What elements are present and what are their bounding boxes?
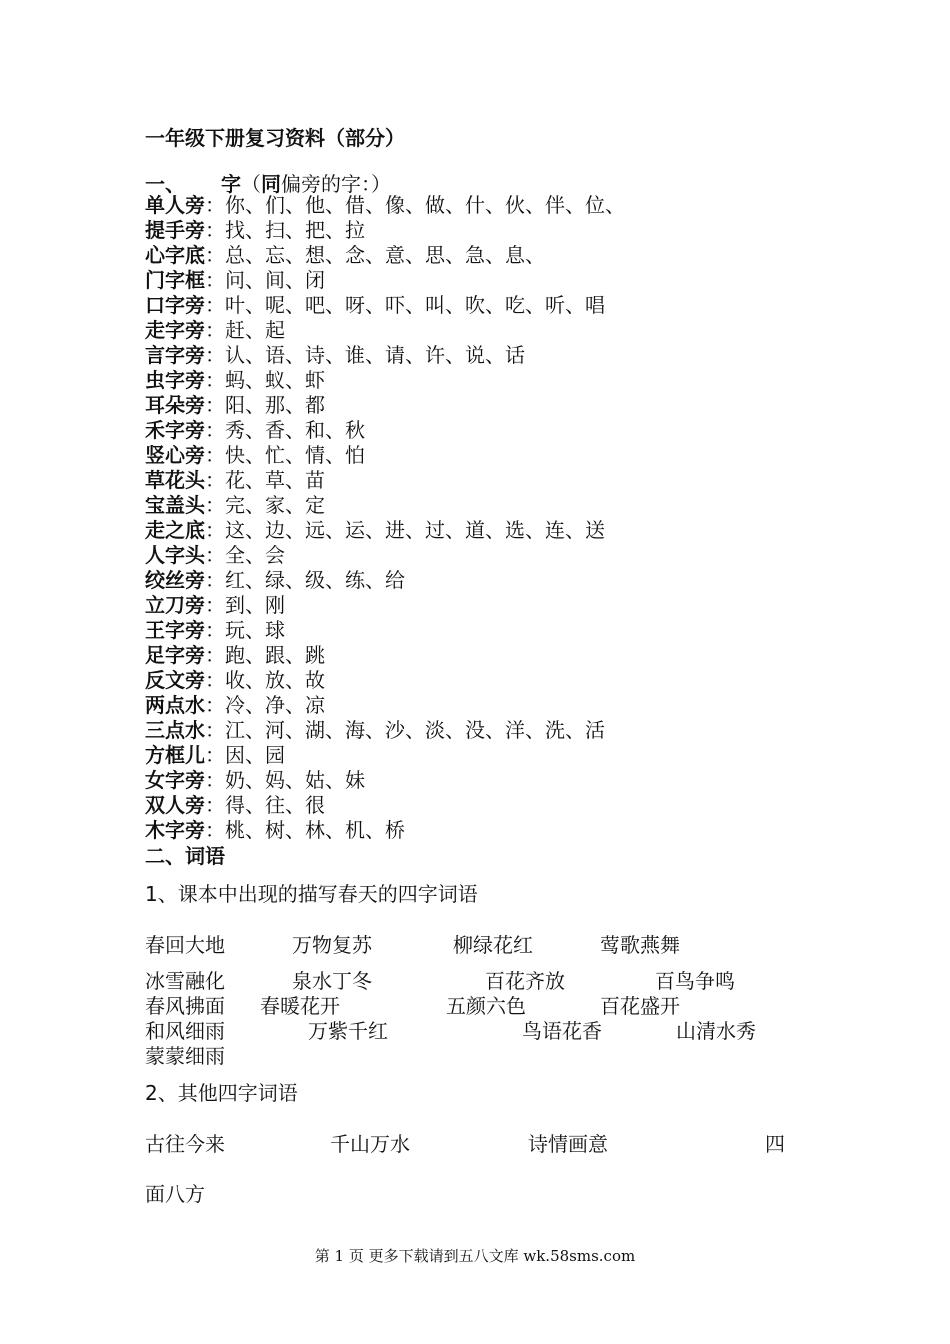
- radical-colon: ：: [205, 443, 225, 467]
- radical-label: 女字旁: [145, 768, 205, 792]
- radical-colon: ：: [205, 543, 225, 567]
- spring-word: 春回大地: [145, 933, 225, 957]
- radical-colon: ：: [205, 468, 225, 492]
- spring-word: 春暖花开: [260, 994, 340, 1018]
- section-word-char: 字: [221, 172, 241, 196]
- radical-row: [145, 368, 625, 393]
- radical-label: 方框儿: [145, 743, 205, 767]
- radical-colon: ：: [205, 618, 225, 642]
- radical-chars: 江、河、湖、海、沙、淡、没、洋、洗、活: [225, 718, 605, 742]
- radical-row: [145, 493, 625, 518]
- radical-chars: 蚂、蚁、虾: [225, 368, 325, 392]
- page-footer: 第 1 页 更多下载请到五八文库 wk.58sms.com: [314, 1247, 636, 1265]
- radical-chars: 红、绿、级、练、给: [225, 568, 405, 592]
- radical-label: 走字旁: [145, 318, 205, 342]
- section-heading-words: 二、词语: [145, 844, 225, 868]
- spring-word: 冰雪融化: [145, 969, 225, 993]
- radical-row: [145, 268, 625, 293]
- radical-chars: 阳、那、都: [225, 393, 325, 417]
- spring-word: 莺歌燕舞: [600, 933, 680, 957]
- radical-row: [145, 543, 625, 568]
- radical-chars: 叶、呢、吧、呀、吓、叫、吹、吃、听、唱: [225, 293, 605, 317]
- other-word: 古往今来: [145, 1132, 225, 1156]
- radical-label: 木字旁: [145, 818, 205, 842]
- section-word-same: 同: [261, 172, 281, 196]
- radical-row: [145, 318, 625, 343]
- radical-label: 反文旁: [145, 668, 205, 692]
- radical-label: 绞丝旁: [145, 568, 205, 592]
- radical-label: 双人旁: [145, 793, 205, 817]
- other-word: 千山万水: [330, 1132, 410, 1156]
- radical-label: 门字框: [145, 268, 205, 292]
- radical-colon: ：: [205, 643, 225, 667]
- radical-chars: 玩、球: [225, 618, 285, 642]
- radical-chars: 冷、净、凉: [225, 693, 325, 717]
- radical-colon: ：: [205, 518, 225, 542]
- spring-word: 百花齐放: [485, 969, 565, 993]
- radical-colon: ：: [205, 343, 225, 367]
- radical-row: [145, 768, 625, 793]
- radical-row: [145, 568, 625, 593]
- radical-row: [145, 193, 625, 218]
- radical-chars: 总、忘、想、念、意、思、急、息、: [225, 243, 545, 267]
- other-word: 四: [765, 1132, 785, 1156]
- other-word: 面八方: [145, 1182, 205, 1206]
- radical-row: [145, 343, 625, 368]
- radical-colon: ：: [205, 593, 225, 617]
- radical-chars: 因、园: [225, 743, 285, 767]
- radical-chars: 完、家、定: [225, 493, 325, 517]
- radical-row: [145, 418, 625, 443]
- radical-row: [145, 443, 625, 468]
- radical-colon: ：: [205, 193, 225, 217]
- radical-label: 言字旁: [145, 343, 205, 367]
- radical-row: [145, 718, 625, 743]
- radical-colon: ：: [205, 268, 225, 292]
- radical-label: 口字旁: [145, 293, 205, 317]
- radical-list: [145, 193, 625, 843]
- radical-row: [145, 218, 625, 243]
- radical-label: 立刀旁: [145, 593, 205, 617]
- radical-chars: 认、语、诗、谁、请、许、说、话: [225, 343, 525, 367]
- radical-colon: ：: [205, 743, 225, 767]
- radical-label: 禾字旁: [145, 418, 205, 442]
- radical-colon: ：: [205, 243, 225, 267]
- radical-colon: ：: [205, 568, 225, 592]
- spring-word: 柳绿花红: [453, 933, 533, 957]
- spring-word: 泉水丁冬: [292, 969, 372, 993]
- radical-label: 提手旁: [145, 218, 205, 242]
- radical-chars: 你、们、他、借、像、做、什、伙、伴、位、: [225, 193, 625, 217]
- spring-word: 万物复苏: [292, 933, 372, 957]
- radical-chars: 得、往、很: [225, 793, 325, 817]
- radical-row: [145, 743, 625, 768]
- radical-label: 单人旁: [145, 193, 205, 217]
- spring-word: 蒙蒙细雨: [145, 1044, 225, 1068]
- radical-label: 耳朵旁: [145, 393, 205, 417]
- radical-colon: ：: [205, 368, 225, 392]
- radical-colon: ：: [205, 818, 225, 842]
- radical-label: 两点水: [145, 693, 205, 717]
- section-paren: （: [241, 172, 261, 196]
- radical-label: 人字头: [145, 543, 205, 567]
- radical-colon: ：: [205, 493, 225, 517]
- radical-chars: 全、会: [225, 543, 285, 567]
- radical-chars: 问、间、闭: [225, 268, 325, 292]
- radical-row: [145, 793, 625, 818]
- radical-row: [145, 693, 625, 718]
- other-word: 诗情画意: [528, 1132, 608, 1156]
- radical-row: [145, 293, 625, 318]
- radical-chars: 这、边、远、运、进、过、道、选、连、送: [225, 518, 605, 542]
- radical-chars: 收、放、故: [225, 668, 325, 692]
- spring-word: 鸟语花香: [522, 1019, 602, 1043]
- radical-colon: ：: [205, 668, 225, 692]
- radical-label: 宝盖头: [145, 493, 205, 517]
- radical-chars: 桃、树、林、机、桥: [225, 818, 405, 842]
- radical-chars: 快、忙、情、怕: [225, 443, 365, 467]
- radical-label: 走之底: [145, 518, 205, 542]
- radical-label: 王字旁: [145, 618, 205, 642]
- radical-chars: 跑、跟、跳: [225, 643, 325, 667]
- radical-colon: ：: [205, 218, 225, 242]
- spring-word: 五颜六色: [446, 994, 526, 1018]
- section-number: 一、: [145, 172, 185, 196]
- spring-word: 百花盛开: [600, 994, 680, 1018]
- page-title: 一年级下册复习资料（部分）: [145, 126, 405, 150]
- radical-row: [145, 468, 625, 493]
- radical-colon: ：: [205, 768, 225, 792]
- spring-word: 春风拂面: [145, 994, 225, 1018]
- radical-row: [145, 593, 625, 618]
- section-rest: 偏旁的字：）: [281, 172, 391, 196]
- radical-colon: ：: [205, 318, 225, 342]
- radical-label: 竖心旁: [145, 443, 205, 467]
- spring-word: 山清水秀: [676, 1019, 756, 1043]
- radical-colon: ：: [205, 418, 225, 442]
- radical-label: 足字旁: [145, 643, 205, 667]
- radical-label: 心字底: [145, 243, 205, 267]
- radical-chars: 秀、香、和、秋: [225, 418, 365, 442]
- radical-row: [145, 243, 625, 268]
- spring-word: 万紫千红: [308, 1019, 388, 1043]
- radical-label: 虫字旁: [145, 368, 205, 392]
- radical-row: [145, 518, 625, 543]
- radical-chars: 找、扫、把、拉: [225, 218, 365, 242]
- spring-word: 百鸟争鸣: [655, 969, 735, 993]
- radical-row: [145, 643, 625, 668]
- subheading-spring-words: 1、课本中出现的描写春天的四字词语: [145, 882, 478, 906]
- radical-row: [145, 393, 625, 418]
- radical-colon: ：: [205, 793, 225, 817]
- radical-row: [145, 668, 625, 693]
- radical-row: [145, 618, 625, 643]
- radical-colon: ：: [205, 718, 225, 742]
- radical-colon: ：: [205, 293, 225, 317]
- radical-label: 三点水: [145, 718, 205, 742]
- radical-chars: 花、草、苗: [225, 468, 325, 492]
- radical-colon: ：: [205, 393, 225, 417]
- spring-word: 和风细雨: [145, 1019, 225, 1043]
- radical-chars: 到、刚: [225, 593, 285, 617]
- subheading-other-words: 2、其他四字词语: [145, 1081, 298, 1105]
- radical-label: 草花头: [145, 468, 205, 492]
- radical-chars: 奶、妈、姑、妹: [225, 768, 365, 792]
- radical-colon: ：: [205, 693, 225, 717]
- radical-chars: 赶、起: [225, 318, 285, 342]
